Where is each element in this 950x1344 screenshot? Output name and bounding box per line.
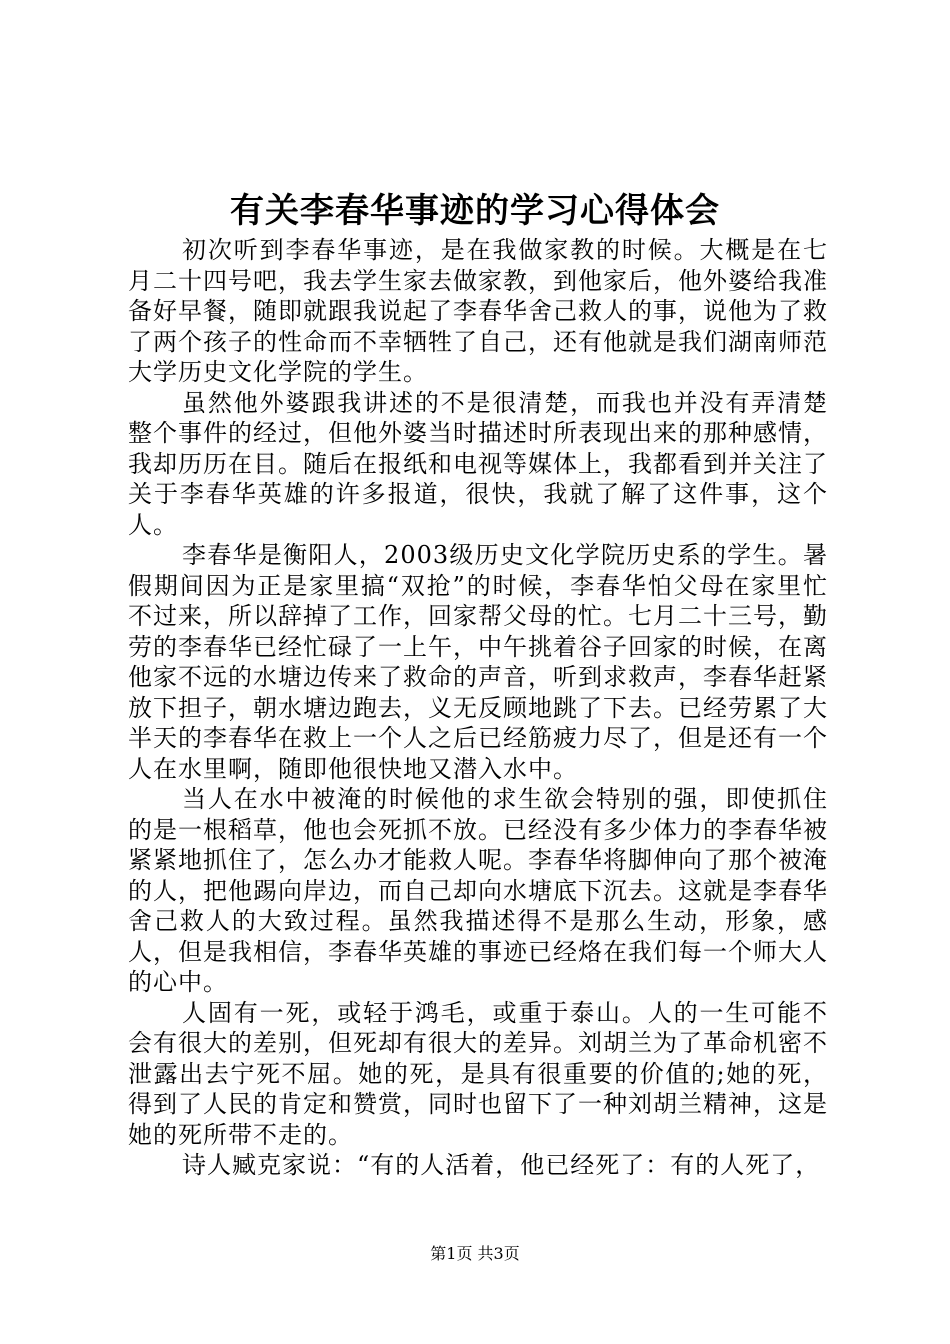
paragraph-6: 诗人臧克家说：“有的人活着，他已经死了：有的人死了，: [182, 1151, 821, 1179]
page-footer: 第1页 共3页: [430, 1244, 520, 1263]
paragraph-4: 当人在水中被淹的时候他的求生欲会特别的强，即使抓住的是一根稻草，他也会死抓不放。已经没有多少体力的李春华被紧紧地抓住了，怎么办才能救人呢。李春华将脚伸向了那个被淹的人，把他踢向岸边，而自己却向水塘底下沉去。这就是李春华舍己救人的大致过程。虽然我描述得不是那么生动，形象，感人，但是我相信，李春华英雄的事迹已经烙在我们每一个师大人的心中。: [128, 785, 828, 996]
document-body: [128, 235, 828, 1181]
document-title: 有关李春华事迹的学习心得体会: [230, 191, 720, 231]
paragraph-2: 虽然他外婆跟我讲述的不是很清楚，而我也并没有弄清楚整个事件的经过，但他外婆当时描述时所表现出来的那种感情，我却历历在目。随后在报纸和电视等媒体上，我都看到并关注了关于李春华英雄的许多报道，很快，我就了解了这件事，这个人。: [128, 388, 828, 539]
paragraph-1: 初次听到李春华事迹，是在我做家教的时候。大概是在七月二十四号吧，我去学生家去做家教，到他家后，他外婆给我准备好早餐，随即就跟我说起了李春华舍己救人的事，说他为了救了两个孩子的性命而不幸牺牲了自己，还有他就是我们湖南师范大学历史文化学院的学生。: [128, 236, 828, 386]
paragraph-3: 李春华是衡阳人，2003级历史文化学院历史系的学生。暑假期间因为正是家里搞“双抢”的时候，李春华怕父母在家里忙不过来，所以辞掉了工作，回家帮父母的忙。七月二十三号，勤劳的李春华已经忙碌了一上午，中午挑着谷子回家的时候，在离他家不远的水塘边传来了救命的声音，听到求救声，李春华赶紧放下担子，朝水塘边跑去，义无反顾地跳了下去。已经劳累了大半天的李春华在救上一个人之后已经筋疲力尽了，但是还有一个人在水里啊，随即他很快地又潜入水中。: [128, 541, 828, 783]
paragraph-5: 人固有一死，或轻于鸿毛，或重于泰山。人的一生可能不会有很大的差别，但死却有很大的差异。刘胡兰为了革命机密不泄露出去宁死不屈。她的死，是具有很重要的价值的;她的死，得到了人民的肯定和赞赏，同时也留下了一种刘胡兰精神，这是她的死所带不走的。: [128, 998, 828, 1149]
